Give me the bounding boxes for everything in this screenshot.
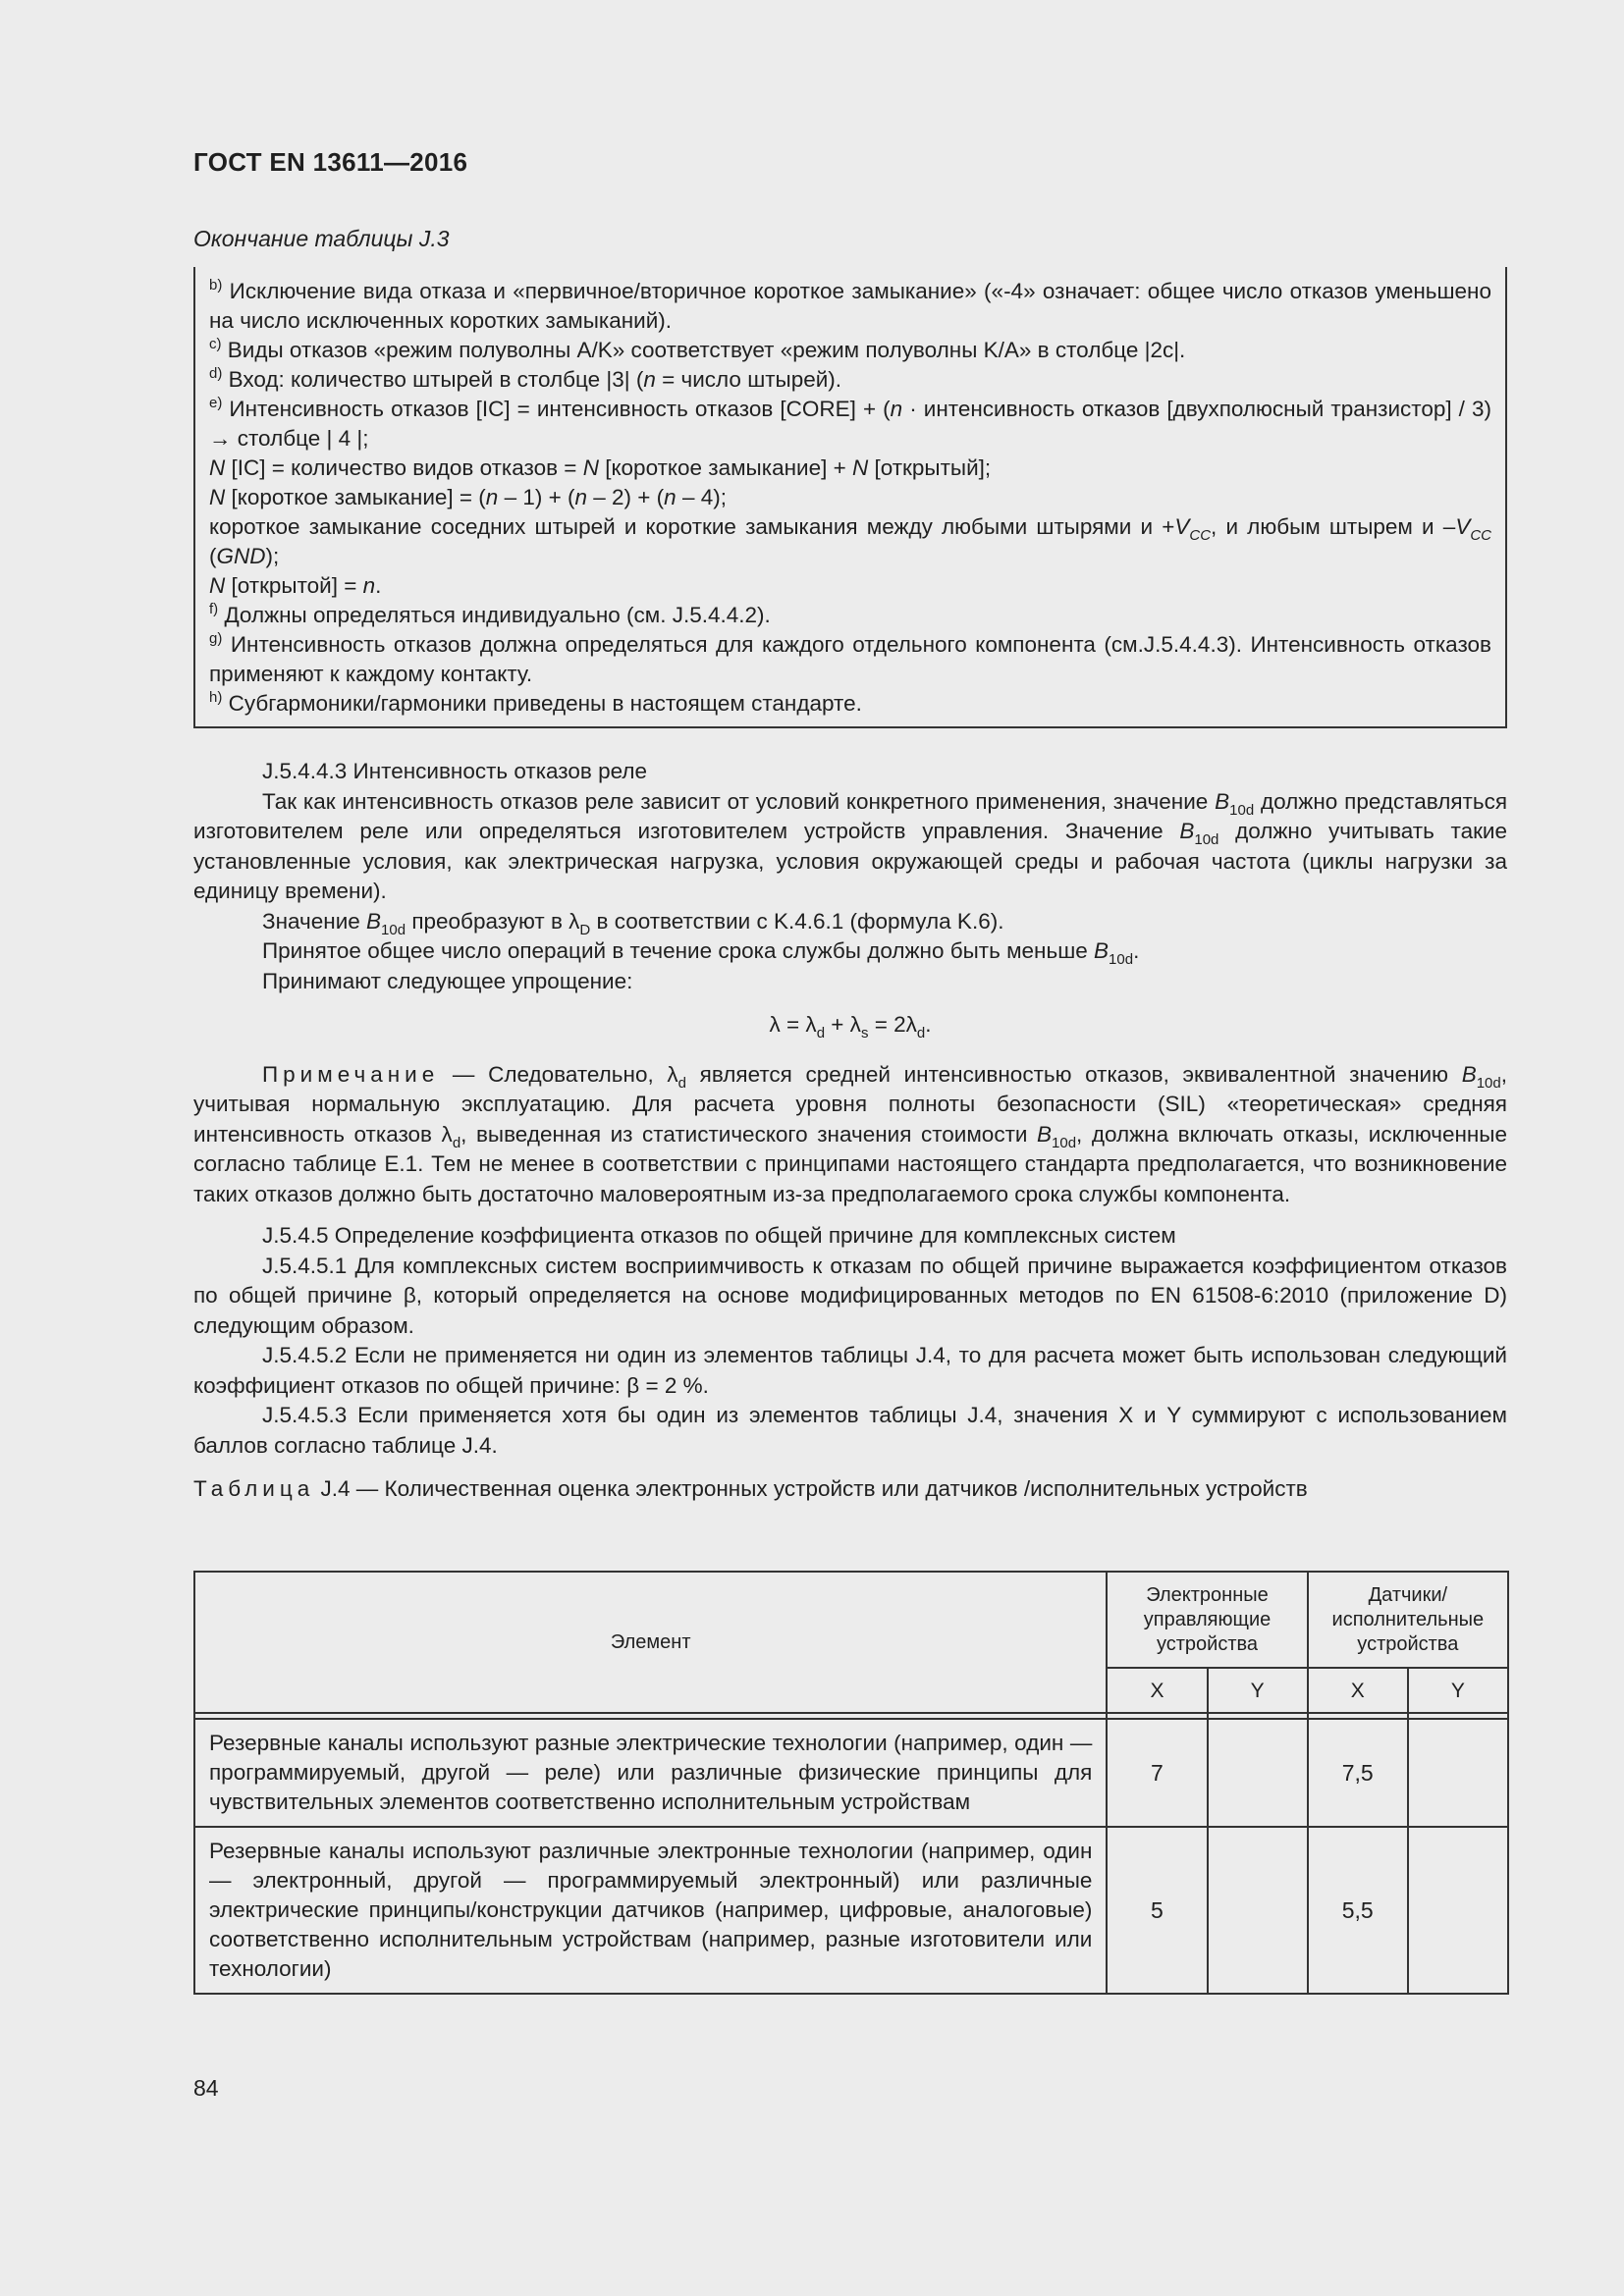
note-paragraph: Примечание — Следовательно, $\lambda_d$ является средней интенсивностью отказов, эквивалентной значению $B_{10d}$, учитывая нормальную эксплуатацию. Для расчета уровня полноты безопасности (SIL) «теоретическая» средняя интенсивность отказов $\lambda_d$, выведенная из статистического значения стоимости $B_{10d}$, должна включать отказы, исключенные согласно таблице Е.1. Тем не менее в соответствии с принципами настоящего стандарта предполагается, что возникновение таких отказов должно быть достаточно маловероятным из-за предполагаемого срока службы компонента. <box>193 1061 1507 1206</box>
note-d: $^{d)}$ Вход: количество штырей в столбце |3| (n = число штырей). <box>209 365 842 392</box>
formula-lambda: $\lambda = \lambda_d + \lambda_s = 2\lambda_d$. <box>769 1012 932 1041</box>
x1-cell: 5 <box>1107 1827 1207 1994</box>
y1-cell <box>1208 1827 1308 1994</box>
paragraph-relay-4: Принимают следующее упрощение: <box>262 968 633 993</box>
note-e-line-ic: N [IC] = количество видов отказов = N [короткое замыкание] + N [открытый]; <box>209 455 992 480</box>
header-x-1: X <box>1107 1668 1207 1713</box>
table-row <box>194 1827 1508 1994</box>
element-cell: Резервные каналы используют разные электрические технологии (например, один — программируемый, другой — реле) или различные физические принципы для чувствительных элементов соответственно исполнительным устройствам <box>194 1719 1107 1827</box>
header-sensors-actuators: Датчики/ исполнительные устройства <box>1308 1572 1508 1668</box>
document-header: ГОСТ EN 13611—2016 <box>193 147 468 177</box>
note-f: $^{f)}$ Должны определяться индивидуально (см. J.5.4.4.2). <box>209 601 771 627</box>
y2-cell <box>1408 1827 1508 1994</box>
note-e: $^{e)}$ Интенсивность отказов [IC] = интенсивность отказов [CORE] + (n · интенсивность отказов [двухполюсный транзистор] / 3) → столбце | 4 |; <box>209 395 1491 451</box>
section-j545-title: J.5.4.5 Определение коэффициента отказов по общей причине для комплексных систем <box>262 1223 1176 1248</box>
header-y-1: Y <box>1208 1668 1308 1713</box>
paragraph-j5452: J.5.4.5.2 Если не применяется ни один из элементов таблицы J.4, то для расчета может быть использован следующий коэффициент отказов по общей причине: β = 2 %. <box>193 1343 1507 1398</box>
table-row <box>194 1719 1508 1827</box>
header-y-2: Y <box>1408 1668 1508 1713</box>
table-continuation-caption: Окончание таблицы J.3 <box>193 226 450 251</box>
paragraph-relay-3: Принятое общее число операций в течение срока службы должно быть меньше $B_{10d}$. <box>262 938 1140 968</box>
section-j5443-title: J.5.4.4.3 Интенсивность отказов реле <box>262 759 648 783</box>
y2-cell <box>1408 1719 1508 1827</box>
note-e-line-adjacent: короткое замыкание соседних штырей и короткие замыкания между любыми штырями $и +V_{CC}$, и любым штырем и $-V_{CC}$ (GND); <box>209 514 1491 568</box>
note-e-line-open: N [открытой] = n. <box>209 573 382 598</box>
table-j3-notes <box>193 267 1507 728</box>
table-j4 <box>193 1571 1509 1995</box>
note-b: $^{b)}$ Исключение вида отказа и «первичное/вторичное короткое замыкание» («-4» означает: общее число отказов уменьшено на число исключенных коротких замыканий). <box>209 277 1491 333</box>
y1-cell <box>1208 1719 1308 1827</box>
paragraph-j5451: J.5.4.5.1 Для комплексных систем восприимчивость к отказам по общей причине выражается коэффициентом отказов по общей причине β, который определяется на основе модифицированных методов по EN 61508-6:2010 (приложение D) следующим образом. <box>193 1253 1507 1338</box>
note-e-line-short: N [короткое замыкание] = (n – 1) + (n – 2) + (n – 4); <box>209 485 727 509</box>
paragraph-relay-2: Значение $B_{10d}$ преобразуют в $\lambda_D$ в соответствии с K.4.6.1 (формула K.6). <box>262 908 1004 938</box>
element-cell: Резервные каналы используют различные электронные технологии (например, один — электронный, другой — программируемый электронный) или различные электрические принципы/конструкции датчиков (например, цифровые, аналоговые) соответственно исполнительным устройствам (например, разные изготовители или технологии) <box>194 1827 1107 1994</box>
x2-cell: 7,5 <box>1308 1719 1408 1827</box>
note-g: $^{g)}$ Интенсивность отказов должна определяться для каждого отдельного компонента (см.J.5.4.4.3). Интенсивность отказов применяют к каждому контакту. <box>209 630 1491 686</box>
header-element: Элемент <box>194 1572 1107 1713</box>
header-x-2: X <box>1308 1668 1408 1713</box>
x2-cell: 5,5 <box>1308 1827 1408 1994</box>
paragraph-j5453: J.5.4.5.3 Если применяется хотя бы один из элементов таблицы J.4, значения X и Y суммируют с использованием баллов согласно таблице J.4. <box>193 1403 1507 1458</box>
x1-cell: 7 <box>1107 1719 1207 1827</box>
note-h: $^{h)}$ Субгармоники/гармоники приведены в настоящем стандарте. <box>209 689 862 716</box>
page-number: 84 <box>193 2075 219 2101</box>
header-electronic-controls: Электронные управляющие устройства <box>1107 1572 1307 1668</box>
table-j4-caption: Таблица J.4 — Количественная оценка электронных устройств или датчиков /исполнительных устройств <box>193 1476 1308 1501</box>
note-c: $^{c)}$ Виды отказов «режим полуволны A/K» соответствует «режим полуволны K/A» в столбце |2c|. <box>209 336 1186 362</box>
paragraph-relay-1: Так как интенсивность отказов реле зависит от условий конкретного применения, значение $B_{10d}$ должно представляться изготовителем реле или определяться изготовителем устройств управления. Значение $B_{10d}$ должно учитывать такие установленные условия, как электрическая нагрузка, условия окружающей среды и рабочая частота (циклы нагрузки за единицу времени). <box>193 788 1508 903</box>
body-text <box>193 757 1507 1505</box>
